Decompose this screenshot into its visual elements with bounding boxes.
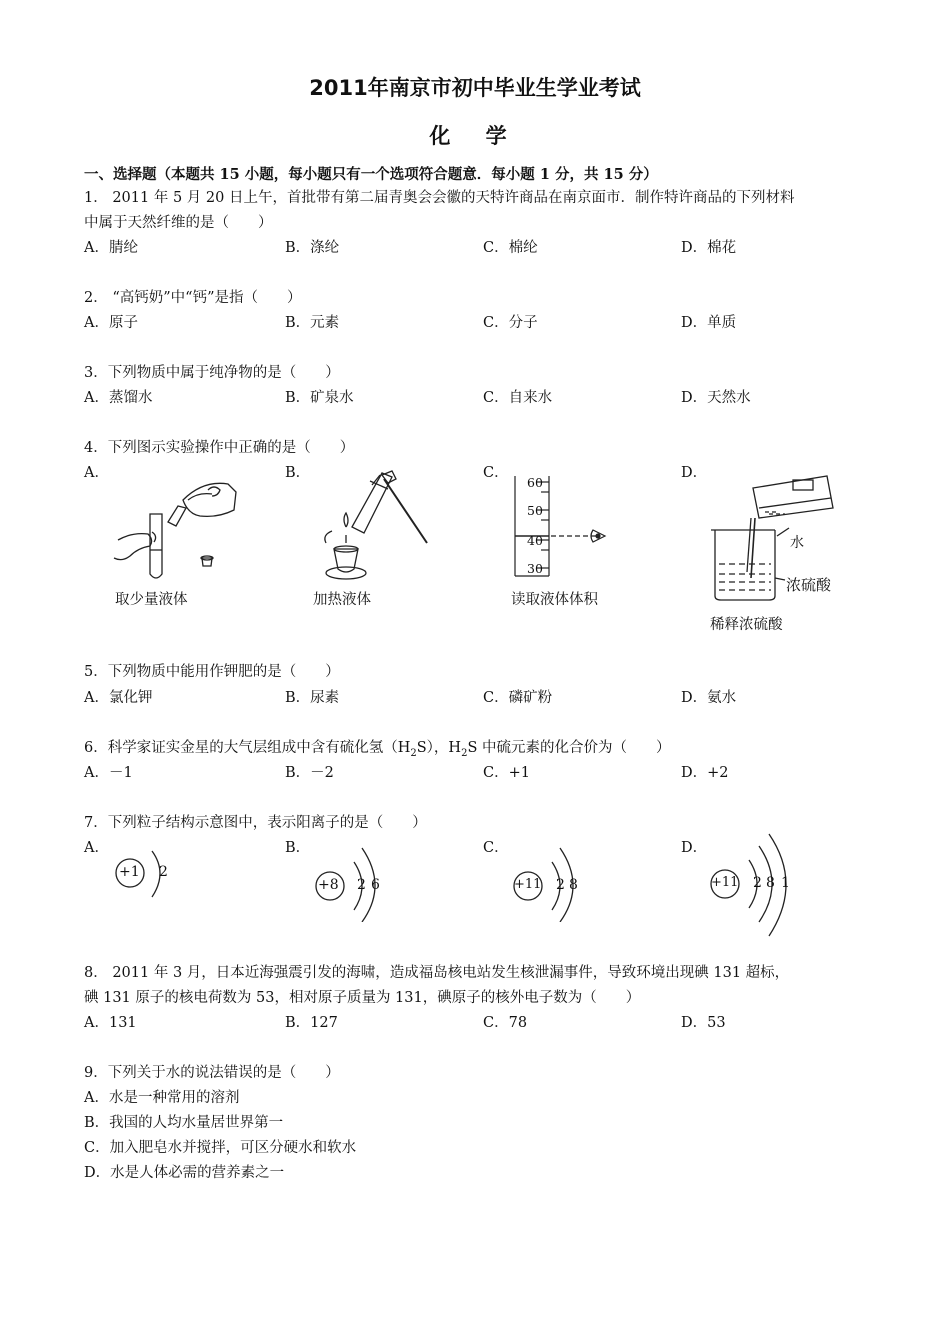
q5-option-d[interactable]: D．氨水 [681,690,737,706]
q7-option-d[interactable]: D． [681,840,708,856]
cylinder-tick-40: 40 [527,533,543,548]
q4-stem: 4．下列图示实验操作中正确的是（ ） [84,440,355,456]
q3-stem: 3．下列物质中属于纯净物的是（ ） [84,365,340,381]
atom-b-nucleus: +8 [318,877,339,893]
figure-heat-liquid [312,465,437,585]
atom-d-shell-2: 8 [766,875,775,891]
atom-c-shell-1: 2 [556,877,565,893]
atom-d-shell-1: 2 [753,875,762,891]
q6-option-c[interactable]: C．+1 [483,765,530,781]
atom-c-shell-2: 8 [569,877,578,893]
atom-b-shell-2: 6 [371,877,380,893]
cylinder-tick-30: 30 [527,561,543,576]
q1-option-c[interactable]: C．棉纶 [483,240,538,256]
q3-option-c[interactable]: C．自来水 [483,390,553,406]
q8-option-b[interactable]: B．127 [285,1015,338,1031]
q7-option-a[interactable]: A． [84,840,109,856]
q9-option-a[interactable]: A．水是一种常用的溶剂 [84,1090,240,1106]
q4-option-b[interactable]: B． [285,465,311,481]
q6-option-b[interactable]: B．－2 [285,765,334,781]
q2-option-d[interactable]: D．单质 [681,315,737,331]
q8-stem-line2: 碘 131 原子的核电荷数为 53，相对原子质量为 131，碘原子的核外电子数为（ ） [84,990,641,1006]
q9-stem: 9．下列关于水的说法错误的是（ ） [84,1065,340,1081]
section-heading: 一、选择题（本题共 15 小题，每小题只有一个选项符合题意．每小题 1 分，共 15 分） [84,166,658,183]
q6-stem: 6．科学家证实金星的大气层组成中含有硫化氢$(H_2S)$，$H_2S$ 中硫元素的化合价为（ ） [84,740,671,759]
q8-option-a[interactable]: A．131 [84,1015,137,1031]
q2-option-a[interactable]: A．原子 [84,315,138,331]
q2-stem: 2． “高钙奶”中“钙”是指（ ） [84,290,302,306]
q6-option-d[interactable]: D．+2 [681,765,729,781]
q1-option-d[interactable]: D．棉花 [681,240,737,256]
q8-option-c[interactable]: C．78 [483,1015,528,1031]
q1-option-a[interactable]: A．腈纶 [84,240,138,256]
q1-stem-line1: 1． 2011 年 5 月 20 日上午，首批带有第二届青奥会会徽的天特许商品在南京面市．制作特许商品的下列材料 [84,190,795,206]
atom-a-shell-1: 2 [159,864,168,880]
q5-stem: 5．下列物质中能用作钾肥的是（ ） [84,664,340,680]
atom-d-shell-3: 1 [781,875,790,891]
cylinder-tick-50: 50 [527,503,543,518]
atom-c-nucleus: +11 [514,877,542,892]
q7-option-c[interactable]: C． [483,840,509,856]
q4-option-a[interactable]: A． [84,465,109,481]
q1-option-b[interactable]: B．涤纶 [285,240,340,256]
cylinder-tick-60: 60 [527,475,543,490]
q4-option-d[interactable]: D． [681,465,708,481]
caption-dilute-acid: 稀释浓硫酸 [710,617,783,633]
q7-option-b[interactable]: B． [285,840,311,856]
water-label: 水 [790,535,804,551]
q5-option-b[interactable]: B．尿素 [285,690,340,706]
caption-take-liquid: 取少量液体 [115,592,188,608]
q4-option-c[interactable]: C． [483,465,509,481]
q7-stem: 7．下列粒子结构示意图中，表示阳离子的是（ ） [84,815,427,831]
q2-option-c[interactable]: C．分子 [483,315,538,331]
q3-option-d[interactable]: D．天然水 [681,390,751,406]
exam-title: 2011年南京市初中毕业生学业考试 [309,76,641,100]
figure-read-volume [505,470,625,580]
subject-title: 化 学 [429,124,521,148]
q2-option-b[interactable]: B．元素 [285,315,340,331]
caption-read-volume: 读取液体体积 [511,592,598,608]
atom-a-nucleus: +1 [119,864,140,880]
q9-option-b[interactable]: B．我国的人均水量居世界第一 [84,1115,284,1131]
q1-stem-line2: 中属于天然纤维的是（ ） [84,215,273,231]
q3-option-a[interactable]: A．蒸馏水 [84,390,153,406]
q9-option-c[interactable]: C．加入肥皂水并搅拌，可区分硬水和软水 [84,1140,357,1156]
q9-option-d[interactable]: D．水是人体必需的营养素之一 [84,1165,285,1181]
q5-option-a[interactable]: A．氯化钾 [84,690,153,706]
figure-take-liquid [108,470,248,585]
q8-option-d[interactable]: D．53 [681,1015,726,1031]
acid-label: 浓硫酸 [786,576,832,594]
q8-stem-line1: 8． 2011 年 3 月，日本近海强震引发的海啸，造成福岛核电站发生核泄漏事件，导致环境出现碘 131 超标， [84,965,790,981]
q5-option-c[interactable]: C．磷矿粉 [483,690,553,706]
q3-option-b[interactable]: B．矿泉水 [285,390,354,406]
q6-option-a[interactable]: A．－1 [84,765,133,781]
caption-heat-liquid: 加热液体 [313,592,371,608]
atom-b-shell-1: 2 [357,877,366,893]
atom-d-nucleus: +11 [711,875,739,890]
